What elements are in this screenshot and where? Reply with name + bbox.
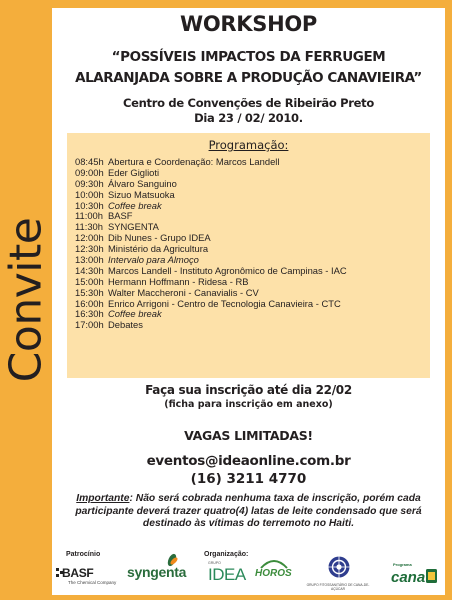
program-desc: Debates bbox=[108, 319, 143, 331]
program-desc: Intervalo para Almoço bbox=[108, 254, 199, 266]
idea-tagline: GRUPO bbox=[208, 561, 221, 565]
subtitle-line-2: ALARANJADA SOBRE A PRODUÇÃO CANAVIEIRA” bbox=[75, 70, 422, 86]
idea-logo: IDEA bbox=[208, 565, 246, 584]
registration-deadline: Faça sua inscrição até dia 22/02 bbox=[145, 383, 352, 397]
program-desc: Eder Giglioti bbox=[108, 166, 160, 178]
organization-label: Organização: bbox=[204, 551, 249, 558]
program-time: 17:00h bbox=[75, 319, 104, 331]
program-item bbox=[75, 320, 347, 331]
program-desc: Sizuo Matsuoka bbox=[108, 188, 175, 200]
program-time: 08:45h bbox=[75, 156, 104, 167]
limited-seats: VAGAS LIMITADAS! bbox=[184, 428, 313, 443]
program-time: 11:30h bbox=[75, 221, 103, 233]
program-desc: Álvaro Sanguino bbox=[108, 177, 177, 189]
program-time: 15:30h bbox=[75, 286, 104, 298]
program-time: 16:30h bbox=[75, 308, 104, 320]
subtitle-line-1: “POSSÍVEIS IMPACTOS DA FERRUGEM bbox=[111, 49, 386, 65]
important-notice bbox=[62, 493, 435, 531]
grupo-fitossanitario-logo-icon bbox=[327, 555, 351, 581]
program-desc: SYNGENTA bbox=[108, 221, 159, 233]
program-heading: Programação: bbox=[208, 138, 289, 152]
notice-label: Importante bbox=[76, 493, 130, 504]
program-desc: Dib Nunes - Grupo IDEA bbox=[108, 232, 211, 244]
invitation-card bbox=[52, 8, 445, 595]
program-desc: BASF bbox=[108, 210, 133, 222]
program-time: 12:30h bbox=[75, 243, 104, 255]
program-desc: Coffee break bbox=[108, 199, 162, 211]
program-desc: Enrico Arrigoni - Centro de Tecnologia Canavieira - CTC bbox=[108, 297, 341, 309]
program-time: 09:30h bbox=[75, 177, 104, 189]
cana-program-tagline: Programa bbox=[393, 562, 412, 567]
program-list bbox=[75, 157, 347, 331]
program-box bbox=[67, 133, 430, 378]
registration-form-note: (ficha para inscrição em anexo) bbox=[164, 399, 333, 410]
program-time: 10:00h bbox=[75, 188, 104, 200]
syngenta-logo: syngenta bbox=[127, 564, 187, 580]
grupo-fitossanitario-tagline: GRUPO FITOSSANITÁRIO DE CANA-DE-AÇÚCAR bbox=[306, 583, 370, 591]
program-desc: Coffee break bbox=[108, 308, 162, 320]
contact-email: eventos@ideaonline.com.br bbox=[146, 453, 351, 469]
page-title: WORKSHOP bbox=[179, 12, 317, 36]
side-band bbox=[0, 0, 52, 600]
cana-logo: cana bbox=[391, 569, 426, 586]
program-time: 11:00h bbox=[75, 210, 103, 222]
program-desc: Ministério da Agricultura bbox=[108, 243, 209, 255]
notice-text: : Não será cobrada nenhuma taxa de inscrição, porém cada participante deverá trazer quatro(4) latas de leite condensado que será destinado às vítimas do terremoto no Haiti. bbox=[75, 493, 422, 529]
program-time: 12:00h bbox=[75, 232, 104, 244]
program-time: 16:00h bbox=[75, 297, 104, 309]
program-time: 09:00h bbox=[75, 166, 104, 178]
program-time: 10:30h bbox=[75, 199, 104, 211]
program-time: 14:30h bbox=[75, 264, 104, 276]
program-desc: Hermann Hoffmann - Ridesa - RB bbox=[108, 275, 249, 287]
program-time: 13:00h bbox=[75, 254, 104, 266]
cana-badge-icon bbox=[426, 569, 437, 583]
program-time: 15:00h bbox=[75, 275, 104, 287]
basf-logo: BASF bbox=[62, 566, 94, 580]
program-desc: Marcos Landell - Instituto Agronômico de Campinas - IAC bbox=[108, 264, 347, 276]
horos-logo: HOROS bbox=[255, 568, 292, 579]
sponsorship-label: Patrocínio bbox=[66, 551, 101, 558]
program-desc: Abertura e Coordenação: Marcos Landell bbox=[108, 156, 280, 167]
program-desc: Walter Maccheroni - Canavialis - CV bbox=[108, 286, 259, 298]
invite-label: Convite bbox=[0, 217, 52, 383]
event-venue: Centro de Convenções de Ribeirão Preto bbox=[123, 96, 374, 110]
event-date: Dia 23 / 02/ 2010. bbox=[194, 111, 303, 125]
basf-tagline: The Chemical Company bbox=[68, 580, 117, 585]
contact-phone: (16) 3211 4770 bbox=[190, 471, 307, 487]
